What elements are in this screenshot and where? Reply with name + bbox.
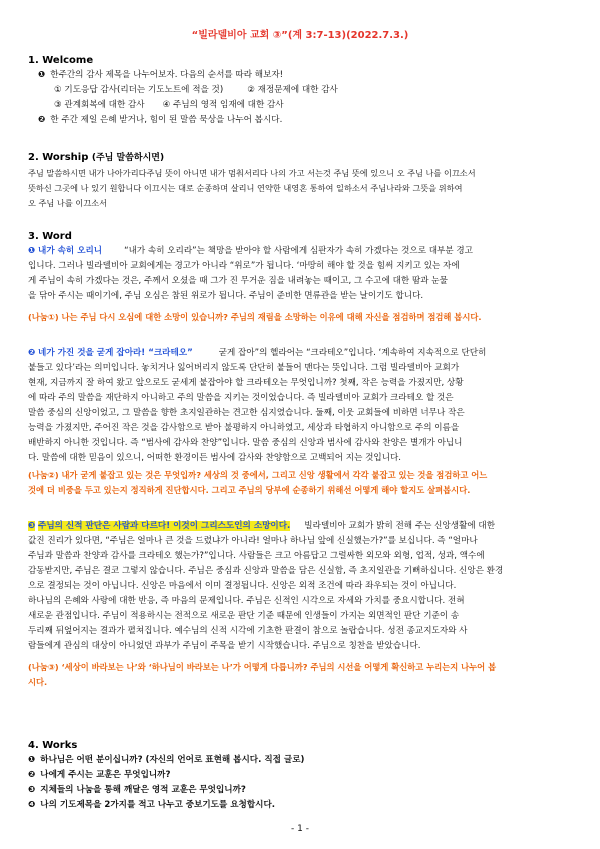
word-point-2-line: 현재, 지금까지 잘 하여 왔고 앞으로도 굳세게 붙잡아야 할 크라테오는 무엇입니까? 첫째, 작은 능력을 가졌지만, 상황	[28, 378, 464, 388]
item-marker: ❹	[28, 800, 36, 810]
welcome-item-1-text: 한주간의 감사 제목을 나누어보자. 다음의 순서를 따라 해보자!	[50, 70, 284, 80]
works-item-1	[28, 753, 574, 768]
sharing-question-2-line: (나눔②) 내가 굳게 붙잡고 있는 것은 무엇입까? 세상의 것 중에서, 그리고 신앙 생활에서 각각 붙잡고 있는 것을 점검하고 어느	[28, 470, 488, 480]
word-point-2-line: 배반하지 아니한 것입니다. 즉 “범사에 감사와 찬양”입니다. 말씀 중심의 신앙과 범사에 감사와 찬양은 별개가 아닙니	[28, 438, 463, 448]
item-marker: ❶	[38, 70, 46, 80]
word-point-3-line: 두리째 뒤엎어지는 결과가 펼쳐집니다. 예수님의 신적 시각에 기초한 판결이 참으로 놀랍습니다. 성전 종교지도자와 사	[28, 626, 468, 636]
word-point-3-line: 감동받지만, 주님은 결코 그렇지 않습니다. 주님은 중심과 신앙과 말씀을 담은 신실함, 즉 초지일관을 기뻐하십니다. 신앙은 환경	[28, 566, 504, 576]
worship-lyric-line: 뜻하신 그곳에 나 있기 원합니다 이끄시는 대로 순종하며 살리니 연약한 내영혼 통하여 일하소서 주님나라와 그뜻을 위하여	[28, 183, 463, 193]
welcome-sub-4: ④ 주님의 영적 임재에 대한 감사	[162, 100, 284, 110]
welcome-sub-3: ③ 관계회복에 대한 감사	[54, 100, 145, 110]
word-point-3-line: 값진 진리가 있다면, “주님은 얼마나 큰 것을 드렸냐가 아니라! 얼마나 하나님 앞에 신실했는가?”를 보십니다. 즉 “얼마나	[28, 536, 478, 546]
word-point-3-line: 으로 결정되는 것이 아닙니다. 신앙은 마음에서 이미 결정됩니다. 신앙은 외적 조건에 따라 좌우되는 것이 아닙니다.	[28, 581, 457, 591]
word-point-3-line: 주님과 말씀과 찬양과 감사를 크라테오 했는가?”입니다. 사람들은 크고 아름답고 그럴싸한 외모와 외형, 업적, 성과, 액수에	[28, 551, 485, 561]
works-item-text: 하나님은 어떤 분이십니까? (자신의 언어로 표현해 봅시다. 직접 글로)	[40, 755, 305, 765]
worship-heading-row	[28, 150, 574, 166]
welcome-section	[28, 53, 574, 128]
word-section	[28, 229, 574, 690]
item-marker: ❸	[28, 785, 36, 795]
word-point-3-tail: 빌라델비아 교회가 밝히 전해 주는 신앙생활에 대한	[304, 521, 496, 531]
worship-heading: 2. Worship	[28, 152, 89, 163]
welcome-sub-2: ② 재정문제에 대한 감사	[247, 85, 338, 95]
works-item-text: 나의 기도제목을 2가지를 적고 나누고 중보기도를 요청합시다.	[40, 800, 276, 810]
word-point-1-line: 게 주님이 속히 가겠다는 것은, 주께서 오셨을 때 그가 진 무거운 짐을 내려놓는 때이고, 그 수고에 대한 땀과 눈물	[28, 276, 448, 286]
sharing-question-1: (나눔①) 나는 주님 다시 오심에 대한 소망이 있습니까? 주님의 재림을 소망하는 이유에 대해 자신을 점검하며 점검해 봅시다.	[28, 312, 482, 322]
worship-section	[28, 150, 574, 211]
works-item-text: 나에게 주시는 교훈은 무엇입니까?	[40, 770, 171, 780]
works-item-3	[28, 783, 574, 798]
word-point-2-line: 말씀 중심의 신앙이었고, 그 말씀을 향한 초지일관하는 견고한 심지였습니다. 둘째, 이웃 교회들에 비하면 너무나 작은	[28, 408, 465, 418]
welcome-sub-row-2	[28, 98, 574, 113]
worship-lyric-line: 주님 말씀하시면 내가 나아가리다주님 뜻이 아니면 내가 멈춰서리다 나의 가고 서는것 주님 뜻에 있으니 오 주님 나를 이끄소서	[28, 168, 476, 178]
works-heading: 4. Works	[28, 740, 78, 751]
word-point-2-line: 에 따라 주의 말씀을 재단하지 아니하고 주의 말씀을 지키는 것이었습니다. 즉 빌라델비아 교회가 크라테오 할 것은	[28, 393, 454, 403]
works-item-4	[28, 798, 574, 813]
word-point-3-title: 주님의 신적 판단은 사람과 다르다! 이것이 그리스도인의 소망이다.	[38, 521, 291, 531]
word-point-3-line: 하나님의 은혜와 사랑에 대한 반응, 즉 마음의 문제입니다. 주님은 신적인 시각으로 자세와 가치를 중요시합니다. 전혀	[28, 596, 465, 606]
welcome-sub-1: ① 기도응답 감사(리더는 기도노트에 적을 것)	[54, 85, 224, 95]
worship-song-title: (주님 말씀하시면)	[91, 153, 165, 163]
welcome-item-2	[28, 113, 574, 128]
word-heading: 3. Word	[28, 231, 72, 242]
word-point-2-marker: ❷	[28, 348, 36, 358]
word-point-1-line: “내가 속히 오리라”는 책망을 받아야 할 사람에게 심판자가 속히 가겠다는 것으로 대부분 경고	[124, 246, 473, 256]
item-marker: ❷	[28, 770, 36, 780]
word-point-2-line: 다. 말씀에 대한 믿음이 있으니, 어떠한 환경이든 범사에 감사와 찬양함으로 고백되어 지는 것입니다.	[28, 453, 402, 463]
works-item-text: 지체들의 나눔을 통해 깨달은 영적 교훈은 무엇입니까?	[40, 785, 246, 795]
word-point-2-first-line	[28, 346, 574, 361]
word-point-2-quote: 굳게 잡아”의 헬라어는 “크라테오”입니다. ‘계속하여 지속적으로 단단히	[218, 348, 487, 358]
sharing-question-3-line: (나눔③) ‘세상이 바라보는 나’와 ‘하나님이 바라보는 나’가 어떻게 다릅니까? 주님의 시선을 어떻게 확신하고 누리는지 나누어 봅	[28, 662, 497, 672]
word-point-3-line: 람들에게 관심의 대상이 아니었던 과부가 주님이 주목을 받기 시작했습니다. 주님으로 칭찬을 받았습니다.	[28, 641, 421, 651]
works-section	[28, 738, 574, 813]
word-point-1-marker: ❶	[28, 246, 36, 256]
word-point-2-line: 능력을 가졌지만, 주어진 작은 것을 감사함으로 받아 불평하지 아니하였고, 세상과 타협하지 아니함으로 주의 이름을	[28, 423, 460, 433]
word-point-1-line: 입니다. 그러나 빌라델비아 교회에게는 경고가 아니라 “위로”가 됩니다. ‘마땅히 해야 할 것을 힘써 지키고 있는 자에	[28, 261, 460, 271]
page-number: - 1 -	[291, 824, 309, 834]
word-point-2-title: 네가 가진 것을 굳게 잡아라! “크라테오”	[38, 348, 193, 358]
sharing-question-3-line: 시다.	[28, 677, 48, 687]
item-marker: ❶	[28, 755, 36, 765]
word-point-3-line: 새로운 관점입니다. 주님이 적용하시는 전적으로 새로운 판단 기준 때문에 인생들이 가지는 외면적인 판단 기준이 송	[28, 611, 460, 621]
word-point-1-title: 내가 속히 오리니	[38, 246, 103, 256]
item-marker: ❷	[38, 115, 46, 125]
welcome-sub-row-1	[28, 83, 574, 98]
sharing-question-2-line: 것에 더 비중을 두고 있는지 정직하게 진단합시다. 그리고 주님의 당부에 순종하기 위해선 어떻게 해야 할지도 살펴봅시다.	[28, 485, 471, 495]
worship-lyric-line: 오 주님 나를 이끄소서	[28, 198, 107, 208]
word-point-1-line: 을 닦아 주시는 때이기에, 주님 오심은 참된 위로가 됩니다. 주님이 준비한 면류관을 받는 날이기도 합니다.	[28, 291, 424, 301]
word-point-3-marker: ❸	[28, 521, 36, 531]
welcome-item-1	[28, 68, 574, 83]
word-point-1-first-line	[28, 244, 574, 259]
welcome-item-2-text: 한 주간 제일 은혜 받거나, 힘이 된 말씀 묵상을 나누어 봅시다.	[50, 115, 283, 125]
word-point-2-line: 붙들고 있다’라는 의미입니다. 놓치거나 잃어버리지 않도록 단단히 붙들어 맨다는 뜻입니다. 그럼 빌라델비아 교회가	[28, 363, 460, 373]
word-point-3-first-line	[28, 519, 574, 534]
document-title: “빌라델비아 교회 ③”(계 3:7-13)(2022.7.3.)	[191, 30, 409, 41]
works-item-2	[28, 768, 574, 783]
welcome-heading: 1. Welcome	[28, 55, 94, 66]
